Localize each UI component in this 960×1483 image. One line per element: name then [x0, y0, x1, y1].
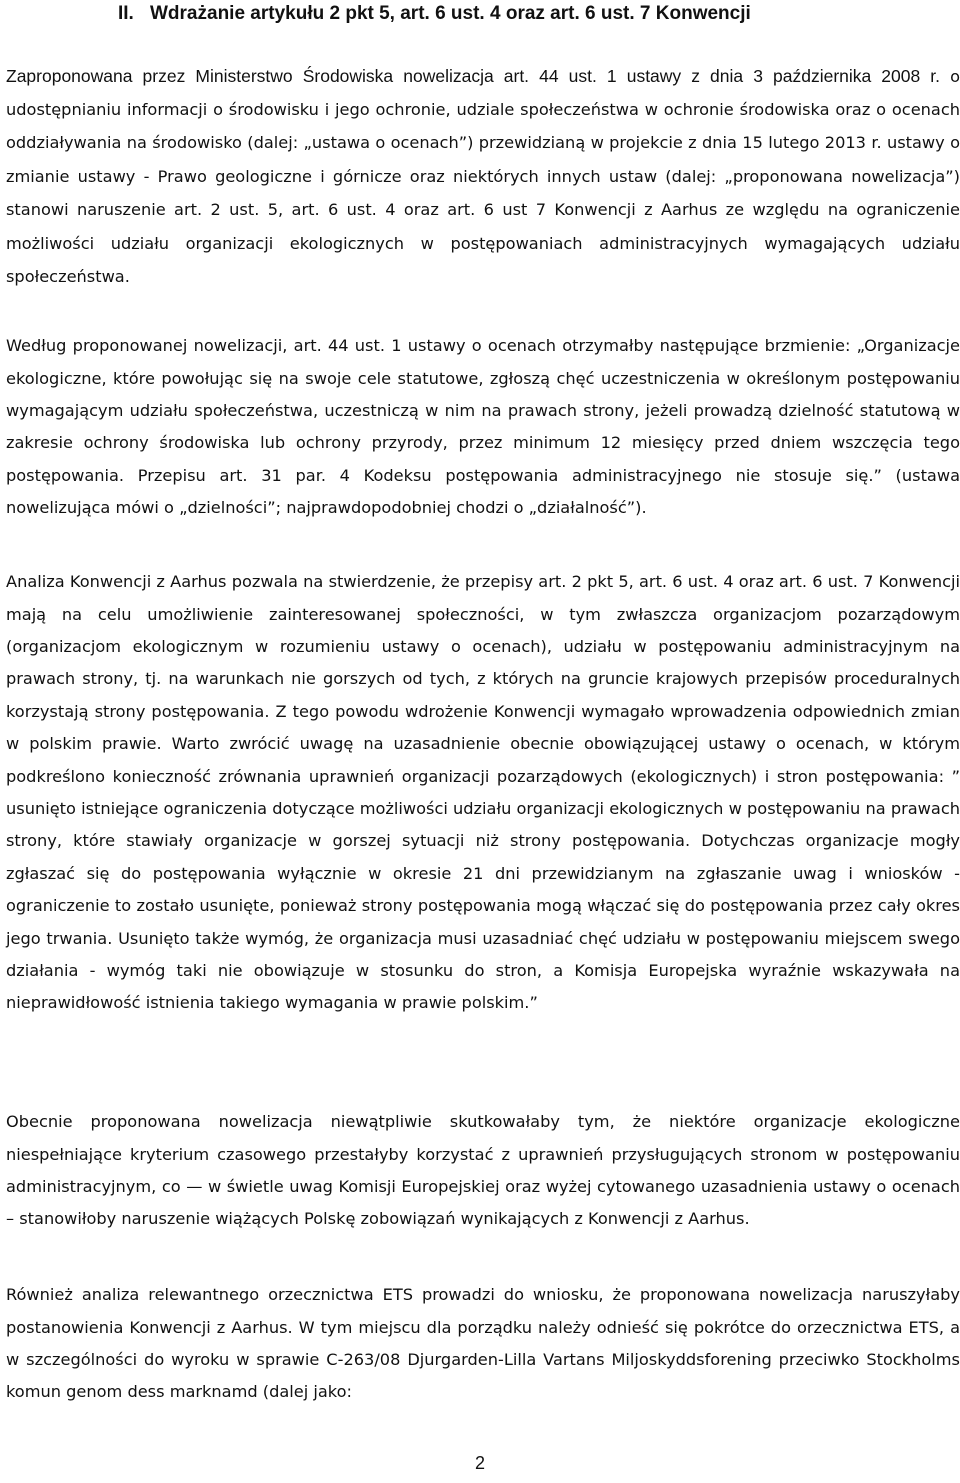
paragraph-4: Obecnie proponowana nowelizacja niewątpliwie skutkowałaby tym, że niektóre organizacje ekologiczne niespełniające kryterium czasowego przestałyby korzystać z uprawnień przysługujących stronom w postępowaniu administracyjnym, co — w świetle uwag Komisji Europejskiej oraz wyżej cytowanego uzasadnienia ustawy o ocenach – stanowiłoby naruszenie wiążących Polskę zobowiązań wynikających z Konwencji z Aarhus.	[6, 1112, 960, 1229]
paragraph-5: Również analiza relewantnego orzecznictwa ETS prowadzi do wniosku, że proponowana nowelizacja naruszyłaby postanowienia Konwencji z Aarhus. W tym miejscu dla porządku należy odnieść się pokrótce do orzecznictwa ETS, a w szczególności do wyroku w sprawie C-263/08 Djurgarden-Lilla Vartans Miljoskyddsforening przeciwko Stockholms komun genom dess marknamd (dalej jako:	[6, 1285, 960, 1402]
section-number: II.	[118, 3, 134, 24]
section-title: Wdrażanie artykułu 2 pkt 5, art. 6 ust. 4 oraz art. 6 ust. 7 Konwencji	[150, 3, 751, 24]
paragraph-1-lead: Zaproponowana przez Ministerstwo Środowiska nowelizacja art. 44 ust. 1 ustawy z dnia 3 października 2008 r.	[6, 65, 951, 86]
paragraph-1-body: o udostępnianiu informacji o środowisku i jego ochronie, udziale społeczeństwa w ochronie środowiska oraz o ocenach oddziaływania na środowisko (dalej: „ustawa o ocenach”) przewidzianą w projekcie z dnia 15 lutego 2013 r. ustawy o zmianie ustawy - Prawo geologiczne i górnicze oraz niektórych innych ustaw (dalej: „proponowana nowelizacja”) stanowi naruszenie art. 2 ust. 5, art. 6 ust. 4 oraz art. 6 ust 7 Konwencji z Aarhus ze względu na ograniczenie możliwości udziału organizacji ekologicznych w postępowaniach administracyjnych wymagających udziału społeczeństwa.	[6, 66, 960, 286]
paragraph-1	[6, 60, 960, 294]
paragraph-2: Według proponowanej nowelizacji, art. 44 ust. 1 ustawy o ocenach otrzymałby następujące brzmienie: „Organizacje ekologiczne, które powołując się na swoje cele statutowe, zgłoszą chęć uczestniczenia w określonym postępowaniu wymagającym udziału społeczeństwa, uczestniczą w nim na prawach strony, jeżeli prowadzą dzielność statutową w zakresie ochrony środowiska lub ochrony przyrody, przez minimum 12 miesięcy przed dniem wszczęcia tego postępowania. Przepisu art. 31 par. 4 Kodeksu postępowania administracyjnego nie stosuje się.” (ustawa nowelizująca mówi o „dzielności”; najprawdopodobniej chodzi o „działalność”).	[6, 336, 960, 518]
page-number: 2	[474, 1453, 485, 1473]
section-heading	[118, 2, 751, 26]
paragraph-3: Analiza Konwencji z Aarhus pozwala na stwierdzenie, że przepisy art. 2 pkt 5, art. 6 ust. 4 oraz art. 6 ust. 7 Konwencji mają na celu umożliwienie zainteresowanej społeczności, w tym zwłaszcza organizacjom pozarządowym (organizacjom ekologicznym w rozumieniu ustawy o ocenach), udziału w postępowaniu administracyjnym na prawach strony, tj. na warunkach nie gorszych od tych, z których na gruncie krajowych przepisów proceduralnych korzystają strony postępowania. Z tego powodu wdrożenie Konwencji wymagało wprowadzenia odpowiednich zmian w polskim prawie. Warto zwrócić uwagę na uzasadnienie obecnie obowiązującej ustawy o ocenach, w którym podkreślono konieczność zrównania uprawnień organizacji pozarządowych (ekologicznych) i stron postępowania: ” usunięto istniejące ograniczenia dotyczące możliwości udziału organizacji ekologicznych w postępowaniu na prawach strony, które stawiały organizacje w gorszej sytuacji niż strony postępowania. Dotychczas organizacje mogły zgłaszać się do postępowania wyłącznie w okresie 21 dni przewidzianym na zgłaszanie uwag i wniosków - ograniczenie to zostało usunięte, ponieważ strony postępowania mogą włączać się do postępowania przez cały okres jego trwania. Usunięto także wymóg, że organizacja musi uzasadniać chęć udziału w postępowaniu miejscem swego działania - wymóg taki nie obowiązuje w stosunku do stron, a Komisja Europejska wyraźnie wskazywała na nieprawidłowość istnienia takiego wymagania w prawie polskim.”	[6, 572, 960, 1013]
